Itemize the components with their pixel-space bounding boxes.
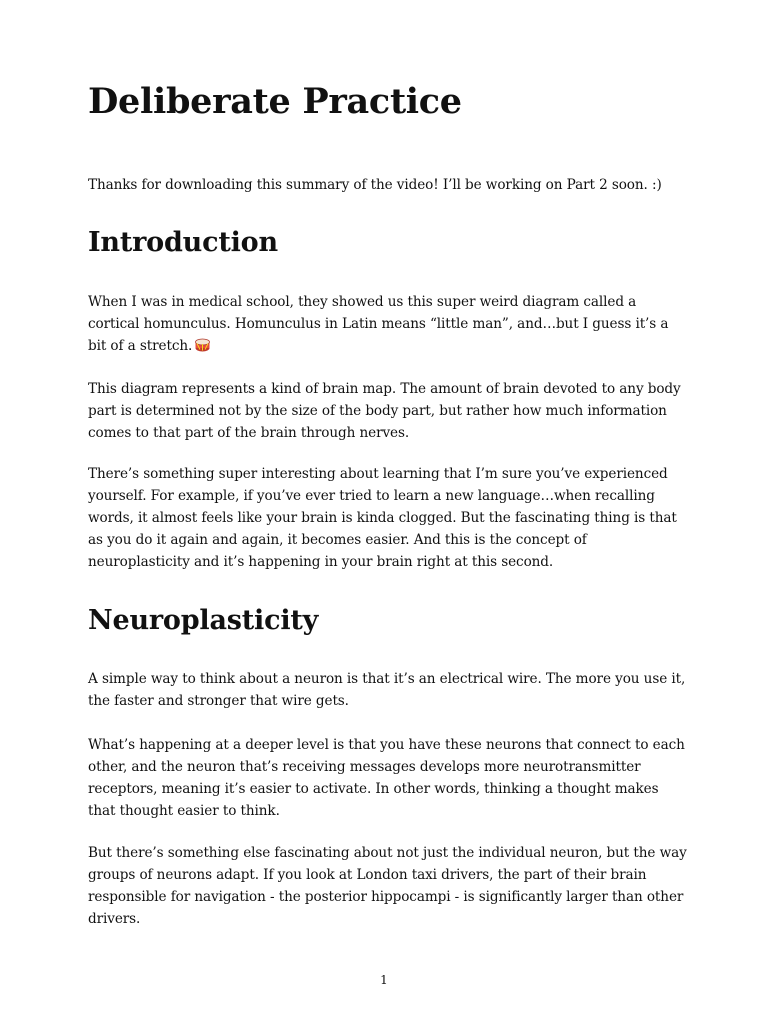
drum-icon [194,337,211,351]
paragraph-homunculus-text: When I was in medical school, they showed us this super weird diagram called a cortical homunculus. Homunculus in Latin means “little man”, and…but I guess it’s a bit of a stretch. [88,294,669,354]
intro-note: Thanks for downloading this summary of the video! I’ll be working on Part 2 soon. :) [88,177,662,193]
paragraph-homunculus [88,291,688,357]
section-heading-neuroplasticity: Neuroplasticity [88,605,319,636]
paragraph-brain-map: This diagram represents a kind of brain map. The amount of brain devoted to any body part is determined not by the size of the body part, but rather how much information comes to that part of the brain through nerves. [88,381,681,441]
page-number: 1 [380,973,388,987]
paragraph-taxi-drivers: But there’s something else fascinating about not just the individual neuron, but the way groups of neurons adapt. If you look at London taxi drivers, the part of their brain responsible for navigation - the posterior hippocampi - is significantly larger than other drivers. [88,845,687,927]
paragraph-neurotransmitter: What’s happening at a deeper level is that you have these neurons that connect to each other, and the neuron that’s receiving messages develops more neurotransmitter receptors, meaning it’s easier to activate. In other words, thinking a thought makes that thought easier to think. [88,737,685,819]
paragraph-learning: There’s something super interesting about learning that I’m sure you’ve experienced yourself. For example, if you’ve ever tried to learn a new language…when recalling words, it almost feels like your brain is kinda clogged. But the fascinating thing is that as you do it again and again, it becomes easier. And this is the concept of neuroplasticity and it’s happening in your brain right at this second. [88,466,677,570]
paragraph-neuron-wire: A simple way to think about a neuron is that it’s an electrical wire. The more you use it, the faster and stronger that wire gets. [88,671,686,709]
section-heading-introduction: Introduction [88,227,278,258]
document-title: Deliberate Practice [88,81,462,122]
